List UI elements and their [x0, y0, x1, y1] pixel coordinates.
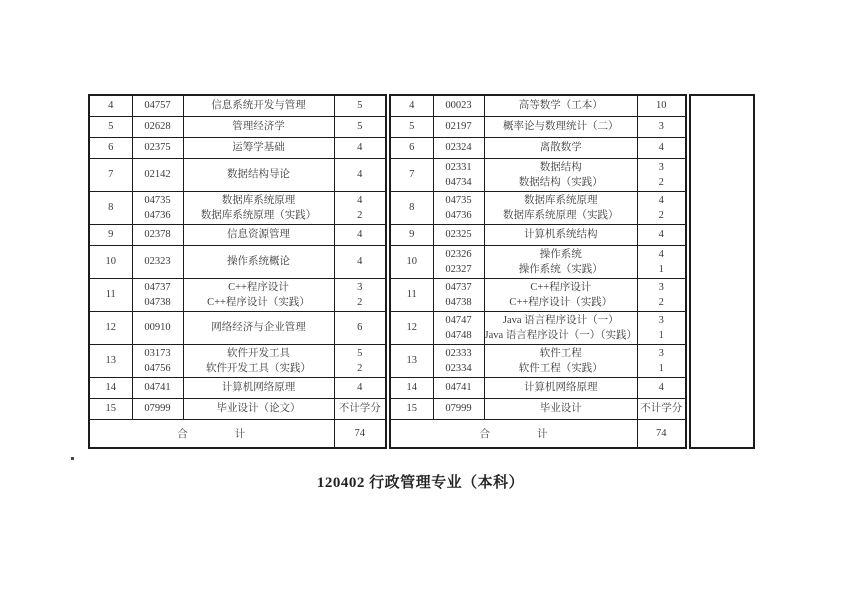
- cell-text: 4: [409, 100, 415, 112]
- cell-text: 8: [108, 202, 114, 213]
- cell-text: 15: [406, 403, 417, 414]
- cell-text: 04737: [445, 281, 472, 293]
- cell-text: 7: [108, 169, 114, 180]
- cell-text: 4: [108, 100, 114, 112]
- cell-text: 04757: [144, 100, 171, 112]
- course-code: [132, 137, 183, 158]
- cell-text: 管理经济学: [232, 121, 285, 132]
- course-row-left: [89, 398, 386, 419]
- cell-text: 3: [658, 121, 664, 132]
- curriculum-table-left: [88, 94, 387, 449]
- cell-text: 04735: [445, 194, 472, 206]
- cell-text: 4: [658, 142, 664, 153]
- cell-text: 5: [357, 121, 363, 132]
- cell-text: 04741: [144, 382, 171, 393]
- course-credits: [638, 191, 686, 224]
- cell-text: 3: [357, 281, 363, 293]
- cell-text: 14: [406, 382, 417, 393]
- cell-text: 04738: [445, 296, 472, 308]
- course-name: [484, 344, 638, 377]
- row-number: [89, 398, 132, 419]
- course-name: [484, 224, 638, 245]
- row-number: [89, 344, 132, 377]
- total-row-left: [89, 419, 386, 448]
- page-title: 120402 行政管理专业（本科）: [316, 475, 525, 491]
- course-name: [183, 158, 334, 191]
- course-credits: [334, 398, 386, 419]
- cell-text: 1: [658, 263, 664, 275]
- cell-text: 00910: [144, 322, 171, 333]
- cell-text: 2: [658, 209, 664, 221]
- cell-text: 02323: [144, 256, 171, 267]
- row-number: [89, 158, 132, 191]
- course-code: [132, 377, 183, 398]
- course-code: [433, 377, 484, 398]
- course-credits: [334, 137, 386, 158]
- cell-text: 数据库系统原理: [221, 194, 296, 206]
- row-number: [89, 377, 132, 398]
- course-credits: [638, 116, 686, 137]
- cell-text: 数据库系统原理（实践）: [200, 209, 317, 221]
- cell-text: 概率论与数理统计（二）: [503, 121, 619, 132]
- cell-text: 3: [658, 161, 664, 173]
- course-code: [132, 245, 183, 278]
- cell-text: 02142: [144, 169, 171, 180]
- course-credits: [334, 278, 386, 311]
- cell-text: 计算机网络原理: [221, 382, 296, 393]
- row-number: [89, 245, 132, 278]
- cell-text: 3: [658, 347, 664, 359]
- course-code: [433, 95, 484, 116]
- course-credits: [638, 311, 686, 344]
- course-name: [484, 245, 638, 278]
- cell-text: C++程序设计（实践）: [509, 296, 613, 308]
- cell-text: 11: [406, 289, 417, 300]
- course-name: [484, 278, 638, 311]
- cell-text: 00023: [445, 100, 472, 112]
- cell-text: 8: [409, 202, 415, 213]
- course-name: [484, 311, 638, 344]
- cell-text: 软件工程（实践）: [518, 362, 603, 374]
- course-row-left: [89, 278, 386, 311]
- cell-text: Java 语言程序设计（一）（实践）: [484, 329, 638, 341]
- course-credits: [638, 344, 686, 377]
- course-code: [433, 311, 484, 344]
- cell-text: 计算机网络原理: [524, 382, 598, 393]
- cell-text: 4: [658, 248, 664, 260]
- course-name: [183, 377, 334, 398]
- course-row-left: [89, 191, 386, 224]
- row-number: [390, 95, 433, 116]
- course-credits: [334, 116, 386, 137]
- course-name: [484, 398, 638, 419]
- course-credits: [334, 224, 386, 245]
- cell-text: 04738: [144, 296, 171, 308]
- cell-text: 3: [658, 281, 664, 293]
- cell-text: 4: [357, 229, 363, 240]
- cell-text: 04736: [144, 209, 171, 221]
- cell-text: 07999: [144, 403, 171, 414]
- cell-text: 毕业设计: [539, 403, 582, 414]
- cell-text: 2: [658, 296, 664, 308]
- cell-text: 02331: [445, 161, 472, 173]
- cell-text: 4: [357, 256, 363, 267]
- course-code: [433, 158, 484, 191]
- course-name: [183, 95, 334, 116]
- course-row-left: [89, 116, 386, 137]
- cell-text: 3: [658, 314, 664, 326]
- cell-text: 15: [105, 403, 116, 414]
- cell-text: 14: [105, 382, 116, 393]
- course-row-right: [390, 224, 686, 245]
- cell-text: 04756: [144, 362, 171, 374]
- cell-text: C++程序设计: [530, 281, 592, 293]
- course-credits: [334, 344, 386, 377]
- course-code: [132, 158, 183, 191]
- row-number: [89, 137, 132, 158]
- row-number: [89, 116, 132, 137]
- total-row-right: [390, 419, 686, 448]
- course-name: [484, 137, 638, 158]
- course-code: [433, 344, 484, 377]
- course-name: [183, 224, 334, 245]
- row-number: [390, 398, 433, 419]
- cell-text: 7: [409, 169, 415, 180]
- row-number: [89, 224, 132, 245]
- cell-text: 04734: [445, 176, 472, 188]
- cell-text: C++程序设计: [228, 281, 289, 293]
- course-row-left: [89, 224, 386, 245]
- course-row-right: [390, 245, 686, 278]
- curriculum-table-left-body: [89, 95, 386, 448]
- cell-text: 5: [357, 100, 363, 112]
- cell-text: 网络经济与企业管理: [211, 322, 306, 333]
- cell-text: 13: [406, 355, 417, 366]
- course-row-left: [89, 311, 386, 344]
- cell-text: 数据结构导论: [227, 169, 290, 180]
- curriculum-table-right-body: [390, 95, 686, 448]
- empty-column: [689, 94, 755, 449]
- cell-text: 9: [108, 229, 114, 240]
- cell-text: 02327: [445, 263, 472, 275]
- cell-text: 信息资源管理: [227, 229, 290, 240]
- cell-text: 4: [658, 382, 664, 393]
- cell-text: 07999: [445, 403, 472, 414]
- cell-text: 02325: [445, 229, 472, 240]
- cell-text: 02333: [445, 347, 472, 359]
- cell-text: 04737: [144, 281, 171, 293]
- course-row-right: [390, 158, 686, 191]
- course-credits: [638, 398, 686, 419]
- cell-text: 9: [409, 229, 415, 240]
- total-label: 合 计: [89, 419, 334, 448]
- cell-text: 数据结构: [539, 161, 582, 173]
- cell-text: 操作系统: [539, 248, 582, 260]
- course-code: [132, 95, 183, 116]
- cell-text: 13: [105, 355, 116, 366]
- course-row-right: [390, 377, 686, 398]
- course-code: [433, 398, 484, 419]
- cell-text: 数据结构（实践）: [518, 176, 603, 188]
- course-credits: [334, 245, 386, 278]
- course-code: [132, 344, 183, 377]
- cell-text: 4: [357, 194, 363, 206]
- course-code: [132, 191, 183, 224]
- cell-text: 4: [357, 382, 363, 393]
- cell-text: 02326: [445, 248, 472, 260]
- curriculum-tables: [88, 94, 755, 449]
- cell-text: 6: [409, 142, 415, 153]
- cell-text: 04735: [144, 194, 171, 206]
- cell-text: 04741: [445, 382, 472, 393]
- cell-text: 02628: [144, 121, 171, 132]
- cell-text: 04748: [445, 329, 472, 341]
- course-credits: [638, 158, 686, 191]
- course-credits: [638, 95, 686, 116]
- cell-text: 计算机系统结构: [524, 229, 598, 240]
- course-row-right: [390, 116, 686, 137]
- course-name: [183, 344, 334, 377]
- cell-text: 4: [357, 169, 363, 180]
- row-number: [390, 377, 433, 398]
- course-row-left: [89, 158, 386, 191]
- course-row-left: [89, 137, 386, 158]
- cell-text: 02375: [144, 142, 171, 153]
- row-number: [390, 311, 433, 344]
- cell-text: 不计学分: [640, 403, 683, 414]
- cell-text: 操作系统（实践）: [518, 263, 603, 275]
- course-row-right: [390, 278, 686, 311]
- course-credits: [334, 158, 386, 191]
- course-row-right: [390, 344, 686, 377]
- course-name: [183, 278, 334, 311]
- cell-text: 03173: [144, 347, 171, 359]
- row-number: [89, 278, 132, 311]
- course-name: [484, 95, 638, 116]
- course-row-right: [390, 137, 686, 158]
- course-name: [183, 116, 334, 137]
- row-number: [390, 344, 433, 377]
- cell-text: 02324: [445, 142, 472, 153]
- cell-text: 高等数学（工本）: [518, 100, 603, 112]
- course-credits: [638, 224, 686, 245]
- cell-text: 软件开发工具（实践）: [206, 362, 311, 374]
- course-credits: [638, 377, 686, 398]
- cell-text: 02378: [144, 229, 171, 240]
- cell-text: 02334: [445, 362, 472, 374]
- course-row-right: [390, 398, 686, 419]
- cell-text: 数据库系统原理（实践）: [503, 209, 619, 221]
- course-code: [132, 224, 183, 245]
- cell-text: 6: [108, 142, 114, 153]
- cell-text: 离散数学: [539, 142, 582, 153]
- course-name: [183, 245, 334, 278]
- cell-text: 数据库系统原理: [524, 194, 598, 206]
- cell-text: 信息系统开发与管理: [211, 100, 306, 112]
- course-credits: [334, 191, 386, 224]
- curriculum-table-right: [389, 94, 687, 449]
- cell-text: 11: [105, 289, 116, 300]
- course-code: [433, 224, 484, 245]
- cell-text: 软件开发工具: [227, 347, 290, 359]
- cell-text: 12: [105, 322, 116, 333]
- cell-text: Java 语言程序设计（一）: [502, 314, 619, 326]
- cell-text: 6: [357, 322, 363, 333]
- cell-text: 不计学分: [338, 403, 381, 414]
- cell-text: 运筹学基础: [232, 142, 285, 153]
- course-name: [484, 377, 638, 398]
- cell-text: 4: [357, 142, 363, 153]
- row-number: [390, 116, 433, 137]
- course-code: [433, 137, 484, 158]
- total-credits: 74: [334, 419, 386, 448]
- course-credits: [334, 311, 386, 344]
- cell-text: 2: [658, 176, 664, 188]
- course-credits: [638, 245, 686, 278]
- course-code: [433, 116, 484, 137]
- cell-text: 02197: [445, 121, 472, 132]
- course-row-right: [390, 311, 686, 344]
- course-code: [433, 278, 484, 311]
- course-code: [132, 398, 183, 419]
- cell-text: 04747: [445, 314, 472, 326]
- cell-text: 04736: [445, 209, 472, 221]
- cell-text: 4: [658, 229, 664, 240]
- course-credits: [334, 377, 386, 398]
- course-row-left: [89, 245, 386, 278]
- course-name: [484, 116, 638, 137]
- course-row-left: [89, 344, 386, 377]
- course-row-left: [89, 95, 386, 116]
- course-credits: [638, 137, 686, 158]
- course-name: [183, 398, 334, 419]
- course-name: [484, 158, 638, 191]
- row-number: [89, 311, 132, 344]
- course-row-right: [390, 191, 686, 224]
- row-number: [390, 191, 433, 224]
- course-name: [183, 191, 334, 224]
- cell-text: 2: [357, 209, 363, 221]
- stray-mark: [71, 457, 74, 460]
- course-code: [433, 245, 484, 278]
- cell-text: 软件工程: [539, 347, 582, 359]
- cell-text: C++程序设计（实践）: [207, 296, 310, 308]
- row-number: [89, 191, 132, 224]
- cell-text: 操作系统概论: [227, 256, 290, 267]
- course-credits: [334, 95, 386, 116]
- course-code: [433, 191, 484, 224]
- cell-text: 10: [406, 256, 417, 267]
- cell-text: 12: [406, 322, 417, 333]
- course-row-right: [390, 95, 686, 116]
- total-label: 合 计: [390, 419, 638, 448]
- cell-text: 5: [108, 121, 114, 132]
- course-name: [484, 191, 638, 224]
- total-credits: 74: [638, 419, 686, 448]
- row-number: [390, 278, 433, 311]
- course-row-left: [89, 377, 386, 398]
- course-name: [183, 137, 334, 158]
- course-code: [132, 311, 183, 344]
- cell-text: 10: [105, 256, 116, 267]
- cell-text: 2: [357, 362, 363, 374]
- cell-text: 4: [658, 194, 664, 206]
- course-name: [183, 311, 334, 344]
- row-number: [390, 158, 433, 191]
- cell-text: 10: [656, 100, 667, 112]
- course-code: [132, 116, 183, 137]
- cell-text: 毕业设计（论文）: [216, 403, 301, 414]
- cell-text: 2: [357, 296, 363, 308]
- course-credits: [638, 278, 686, 311]
- row-number: [390, 224, 433, 245]
- cell-text: 5: [357, 347, 363, 359]
- row-number: [390, 245, 433, 278]
- cell-text: 5: [409, 121, 415, 132]
- row-number: [89, 95, 132, 116]
- course-code: [132, 278, 183, 311]
- cell-text: 1: [658, 329, 664, 341]
- row-number: [390, 137, 433, 158]
- cell-text: 1: [658, 362, 664, 374]
